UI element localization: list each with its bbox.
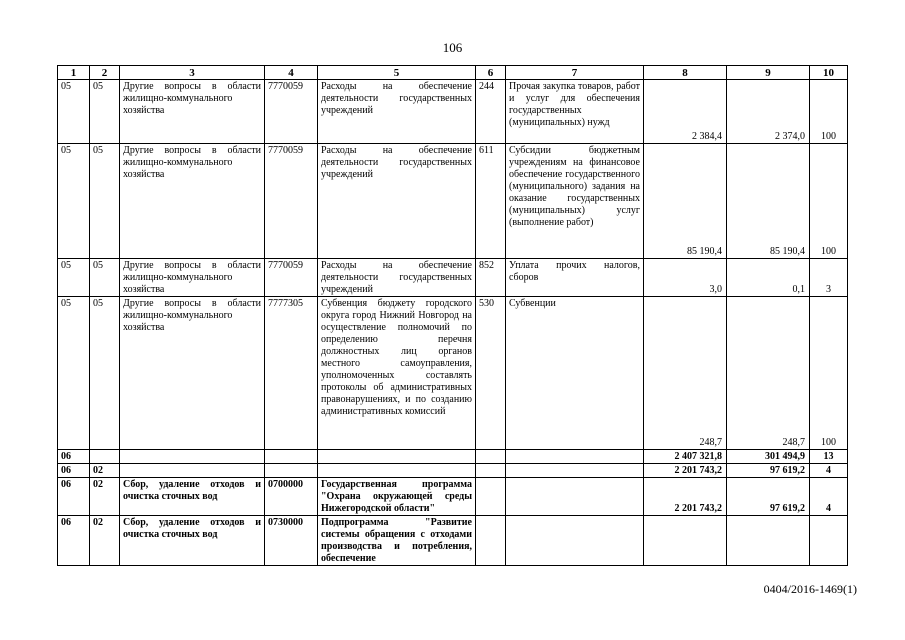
execution-percent: 100 — [810, 144, 848, 259]
expense-type-name: Субсидии бюджетным учреждениям на финансовое обеспечение государственного (муниципального) задания на оказание государственных (муниципальных) услуг (выполнение работ) — [506, 144, 644, 259]
section-name: Сбор, удаление отходов и очистка сточных вод — [120, 478, 265, 516]
planned-amount: 2 201 743,2 — [644, 478, 727, 516]
expense-type-name: Уплата прочих налогов, сборов — [506, 259, 644, 297]
actual-amount: 248,7 — [727, 297, 810, 450]
target-article-name: Расходы на обеспечение деятельности государственных учреждений — [318, 80, 476, 144]
col-header: 5 — [318, 66, 476, 80]
subsection-code — [90, 450, 120, 464]
actual-amount: 0,1 — [727, 259, 810, 297]
expense-type-name: Прочая закупка товаров, работ и услуг для обеспечения государственных (муниципальных) нужд — [506, 80, 644, 144]
col-header: 3 — [120, 66, 265, 80]
table-row — [58, 144, 848, 259]
execution-percent: 100 — [810, 297, 848, 450]
target-article-code: 7770059 — [265, 259, 318, 297]
section-name: Другие вопросы в области жилищно-коммунального хозяйства — [120, 80, 265, 144]
planned-amount: 3,0 — [644, 259, 727, 297]
page-number: 106 — [442, 40, 463, 55]
expense-type-name — [506, 478, 644, 516]
target-article-code — [265, 464, 318, 478]
target-article-code: 0700000 — [265, 478, 318, 516]
expense-type-code — [476, 464, 506, 478]
expense-type-name — [506, 464, 644, 478]
execution-percent: 4 — [810, 464, 848, 478]
expense-type-code: 530 — [476, 297, 506, 450]
actual-amount — [727, 516, 810, 566]
actual-amount: 85 190,4 — [727, 144, 810, 259]
section-code: 05 — [58, 80, 90, 144]
expense-type-code: 852 — [476, 259, 506, 297]
table-row — [58, 297, 848, 450]
target-article-code — [265, 450, 318, 464]
target-article-code: 7777305 — [265, 297, 318, 450]
section-name: Другие вопросы в области жилищно-коммунального хозяйства — [120, 297, 265, 450]
table-row — [58, 516, 848, 566]
subsection-code: 02 — [90, 478, 120, 516]
section-code: 05 — [58, 259, 90, 297]
subsection-code: 05 — [90, 259, 120, 297]
subsection-code: 05 — [90, 297, 120, 450]
section-code: 05 — [58, 144, 90, 259]
section-name: Другие вопросы в области жилищно-коммунального хозяйства — [120, 144, 265, 259]
planned-amount — [644, 516, 727, 566]
target-article-code: 0730000 — [265, 516, 318, 566]
section-name: Сбор, удаление отходов и очистка сточных вод — [120, 516, 265, 566]
col-header: 1 — [58, 66, 90, 80]
expense-type-code: 611 — [476, 144, 506, 259]
table-row — [58, 450, 848, 464]
expense-type-name: Субвенции — [506, 297, 644, 450]
target-article-name — [318, 464, 476, 478]
subsection-code: 02 — [90, 464, 120, 478]
target-article-name: Расходы на обеспечение деятельности государственных учреждений — [318, 259, 476, 297]
execution-percent: 4 — [810, 478, 848, 516]
actual-amount: 97 619,2 — [727, 478, 810, 516]
planned-amount: 2 201 743,2 — [644, 464, 727, 478]
col-header: 8 — [644, 66, 727, 80]
col-header: 2 — [90, 66, 120, 80]
table-row — [58, 259, 848, 297]
col-header: 6 — [476, 66, 506, 80]
planned-amount: 2 407 321,8 — [644, 450, 727, 464]
subsection-code: 05 — [90, 144, 120, 259]
execution-percent: 3 — [810, 259, 848, 297]
col-header: 9 — [727, 66, 810, 80]
actual-amount: 2 374,0 — [727, 80, 810, 144]
subsection-code: 02 — [90, 516, 120, 566]
expense-type-code — [476, 450, 506, 464]
target-article-code: 7770059 — [265, 80, 318, 144]
execution-percent: 13 — [810, 450, 848, 464]
budget-table — [57, 65, 848, 566]
table-row — [58, 464, 848, 478]
actual-amount: 97 619,2 — [727, 464, 810, 478]
header-row — [58, 66, 848, 80]
section-name — [120, 464, 265, 478]
expense-type-code — [476, 516, 506, 566]
planned-amount: 85 190,4 — [644, 144, 727, 259]
section-code: 05 — [58, 297, 90, 450]
table-row — [58, 80, 848, 144]
expense-type-name — [506, 516, 644, 566]
actual-amount: 301 494,9 — [727, 450, 810, 464]
target-article-code: 7770059 — [265, 144, 318, 259]
section-code: 06 — [58, 464, 90, 478]
section-code: 06 — [58, 450, 90, 464]
subsection-code: 05 — [90, 80, 120, 144]
execution-percent: 100 — [810, 80, 848, 144]
target-article-name — [318, 450, 476, 464]
target-article-name: Расходы на обеспечение деятельности государственных учреждений — [318, 144, 476, 259]
planned-amount: 2 384,4 — [644, 80, 727, 144]
expense-type-code: 244 — [476, 80, 506, 144]
section-name: Другие вопросы в области жилищно-коммунального хозяйства — [120, 259, 265, 297]
col-header: 4 — [265, 66, 318, 80]
target-article-name: Субвенция бюджету городского округа город Нижний Новгород на осуществление полномочий по определению перечня должностных лиц органов местного самоуправления, уполномоченных составлять протоколы об административных правонарушениях, и по созданию административных комиссий — [318, 297, 476, 450]
section-code: 06 — [58, 478, 90, 516]
target-article-name: Подпрограмма "Развитие системы обращения с отходами производства и потребления, обеспечение — [318, 516, 476, 566]
table-row — [58, 478, 848, 516]
document-code: 0404/2016-1469(1) — [763, 582, 857, 596]
expense-type-name — [506, 450, 644, 464]
section-name — [120, 450, 265, 464]
expense-type-code — [476, 478, 506, 516]
section-code: 06 — [58, 516, 90, 566]
target-article-name: Государственная программа "Охрана окружающей среды Нижегородской области" — [318, 478, 476, 516]
col-header: 7 — [506, 66, 644, 80]
execution-percent — [810, 516, 848, 566]
col-header: 10 — [810, 66, 848, 80]
planned-amount: 248,7 — [644, 297, 727, 450]
